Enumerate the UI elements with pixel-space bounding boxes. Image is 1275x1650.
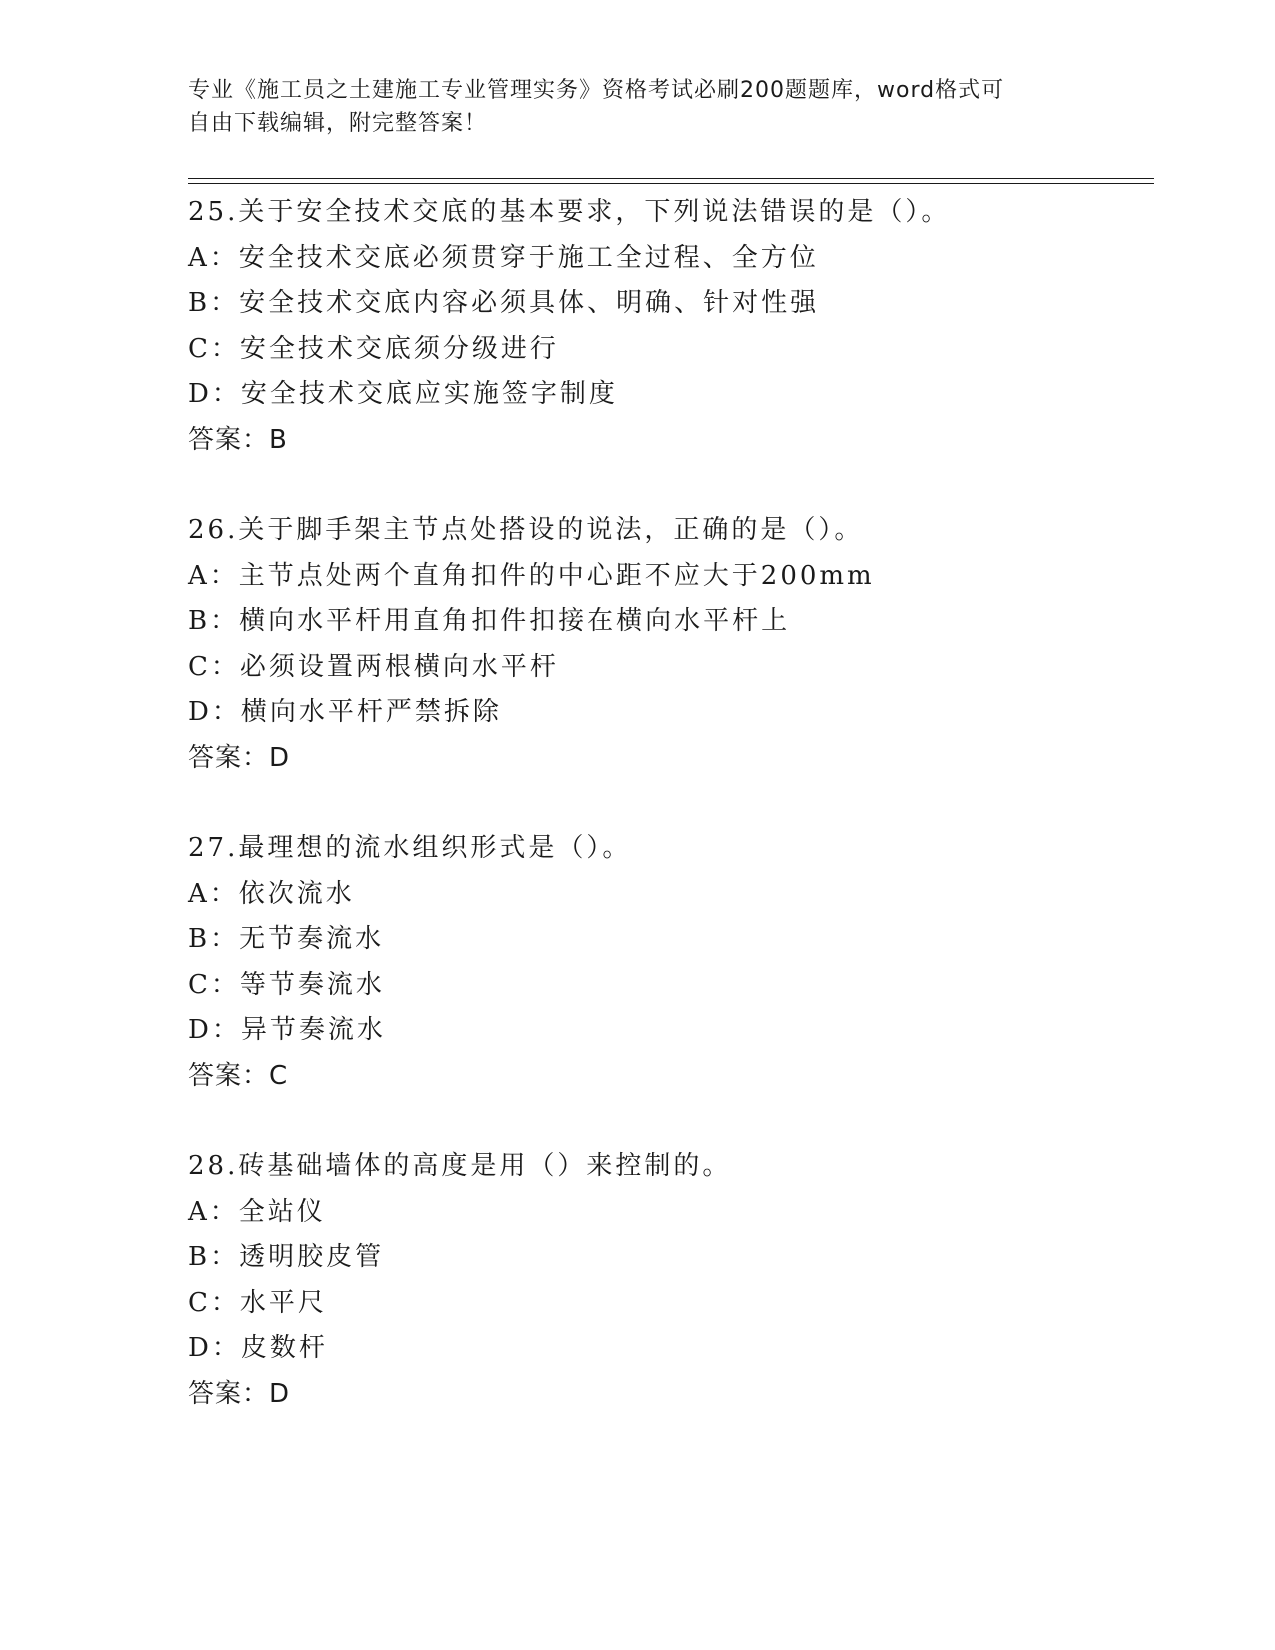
option-b: B：透明胶皮管 [188, 1242, 385, 1272]
question-26 [188, 508, 1148, 826]
question-25 [188, 190, 1148, 508]
header-divider-top [188, 178, 1154, 179]
option-d: D：异节奏流水 [188, 1015, 386, 1045]
answer-text: 答案：C [188, 1060, 289, 1091]
option-c: C：安全技术交底须分级进行 [188, 333, 559, 364]
option-d: D：安全技术交底应实施签字制度 [188, 379, 618, 409]
answer-text: 答案：D [188, 1378, 291, 1409]
option-a: A：安全技术交底必须贯穿于施工全过程、全方位 [188, 242, 819, 273]
option-b: B：安全技术交底内容必须具体、明确、针对性强 [188, 288, 820, 318]
option-a: A：依次流水 [188, 878, 355, 909]
option-b: B：无节奏流水 [188, 924, 385, 954]
document-header [188, 74, 1068, 140]
header-line-2: 自由下载编辑，附完整答案！ [188, 111, 488, 136]
option-c: C：水平尺 [188, 1287, 327, 1318]
answer-text: 答案：B [188, 424, 288, 455]
option-d: D：皮数杆 [188, 1333, 328, 1363]
question-stem: 26.关于脚手架主节点处搭设的说法，正确的是（）。 [188, 515, 864, 545]
question-list [188, 190, 1148, 1462]
option-c: C：等节奏流水 [188, 969, 385, 1000]
question-27 [188, 826, 1148, 1144]
question-28 [188, 1144, 1148, 1462]
option-a: A：主节点处两个直角扣件的中心距不应大于200mm [188, 560, 875, 591]
header-line-1: 专业《施工员之土建施工专业管理实务》资格考试必刷200题题库，word格式可 [188, 78, 1005, 103]
answer-text: 答案：D [188, 742, 291, 773]
option-b: B：横向水平杆用直角扣件扣接在横向水平杆上 [188, 606, 791, 636]
option-a: A：全站仪 [188, 1196, 326, 1227]
question-stem: 25.关于安全技术交底的基本要求，下列说法错误的是（）。 [188, 197, 951, 227]
question-stem: 27.最理想的流水组织形式是（）。 [188, 833, 632, 863]
option-c: C：必须设置两根横向水平杆 [188, 651, 559, 682]
question-stem: 28.砖基础墙体的高度是用（）来控制的。 [188, 1151, 732, 1181]
option-d: D：横向水平杆严禁拆除 [188, 697, 502, 727]
header-divider-bottom [188, 183, 1154, 184]
